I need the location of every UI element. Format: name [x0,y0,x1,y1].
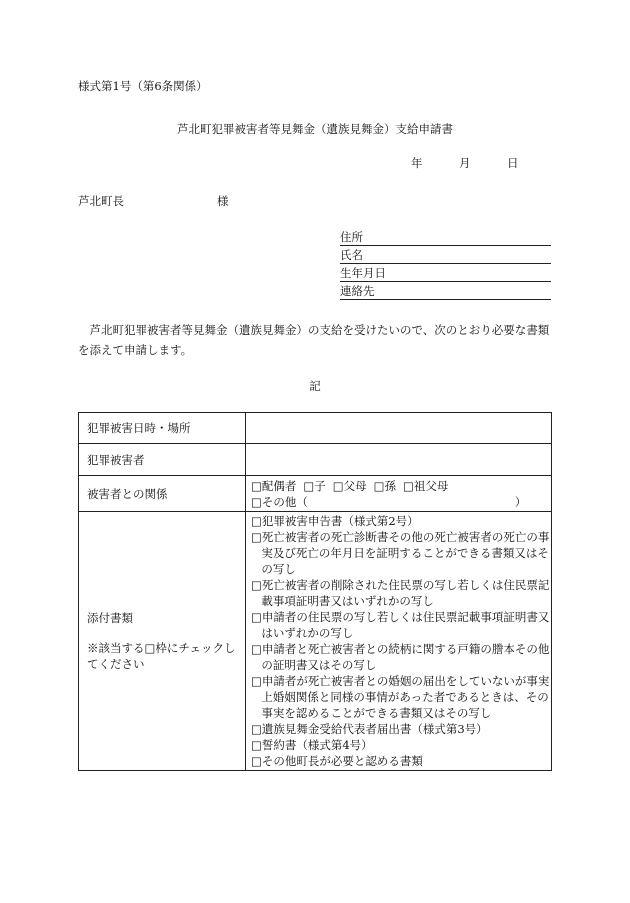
applicant-address-field[interactable] [340,230,551,246]
form-number: 様式第1号（第6条関係） [78,79,208,93]
crime-datetime-label: 犯罪被害日時・場所 [79,413,246,444]
attachment-pledge-checkbox[interactable]: □誓約書（様式第4号） [251,738,373,752]
application-statement: 芦北町犯罪被害者等見舞金（遺族見舞金）の支給を受けたいので、次のとおり必要な書類を添えて申請します。 [78,323,550,357]
application-table [78,412,552,771]
date-month-label: 月 [459,156,471,170]
table-row [79,413,552,444]
applicant-name-label: 氏名 [340,248,363,262]
relationship-grandparent-checkbox[interactable]: □祖父母 [403,478,449,493]
relationship-child-checkbox[interactable]: □子 [303,478,326,493]
applicant-name-field[interactable] [340,248,551,264]
table-row [79,444,552,476]
date-year-label: 年 [411,156,423,170]
relationship-spouse-checkbox[interactable]: □配偶者 [251,478,297,493]
applicant-birthdate-field[interactable] [340,266,551,282]
crime-victim-input[interactable] [246,444,552,476]
attachment-representative-notice-checkbox[interactable]: □遺族見舞金受給代表者届出書（様式第3号） [251,722,488,736]
applicant-birthdate-label: 生年月日 [340,266,386,280]
document-title: 芦北町犯罪被害者等見舞金（遺族見舞金）支給申請書 [177,122,453,136]
relationship-label: 被害者との関係 [79,476,246,512]
table-row [79,512,552,771]
table-row [79,476,552,512]
attachment-applicant-resident-record-checkbox[interactable]: □申請者の住民票の写し若しくは住民票記載事項証明書又はいずれかの写し [251,610,550,640]
attachments-list [246,512,552,771]
crime-victim-label: 犯罪被害者 [79,444,246,476]
applicant-contact-label: 連絡先 [340,284,375,298]
relationship-other-checkbox[interactable]: □その他（ ） [251,494,527,509]
attachment-crime-report-checkbox[interactable]: □犯罪被害申告書（様式第2号） [251,514,419,528]
relationship-grandchild-checkbox[interactable]: □孫 [373,478,396,493]
relationship-parent-checkbox[interactable]: □父母 [332,478,367,493]
relationship-options [246,476,552,512]
attachment-deleted-resident-record-checkbox[interactable]: □死亡被害者の削除された住民票の写し若しくは住民票記載事項証明書又はいずれかの写し [251,578,550,608]
addressee-name: 芦北町長 [78,194,124,208]
applicant-address-label: 住所 [340,230,363,244]
attachments-label-cell [79,512,246,771]
attachments-note: ※該当する□枠にチェックしてください [87,641,236,671]
applicant-contact-field[interactable] [340,284,551,300]
attachment-family-register-checkbox[interactable]: □申請者と死亡被害者との続柄に関する戸籍の謄本その他の証明書又はその写し [251,642,550,672]
date-day-label: 日 [507,156,519,170]
attachments-label: 添付書類 [87,611,133,625]
ki-heading: 記 [309,379,321,393]
attachment-common-law-marriage-checkbox[interactable]: □申請者が死亡被害者との婚姻の届出をしていないが事実上婚姻関係と同様の事情があった者であるときは、その事実を認めることができる書類又はその写し [251,674,550,720]
crime-datetime-input[interactable] [246,413,552,444]
attachment-death-certificate-checkbox[interactable]: □死亡被害者の死亡診断書その他の死亡被害者の死亡の事実及び死亡の年月日を証明することができる書類又はその写し [251,530,550,576]
addressee-honorific: 様 [217,194,229,208]
attachment-other-checkbox[interactable]: □その他町長が必要と認める書類 [251,754,423,768]
